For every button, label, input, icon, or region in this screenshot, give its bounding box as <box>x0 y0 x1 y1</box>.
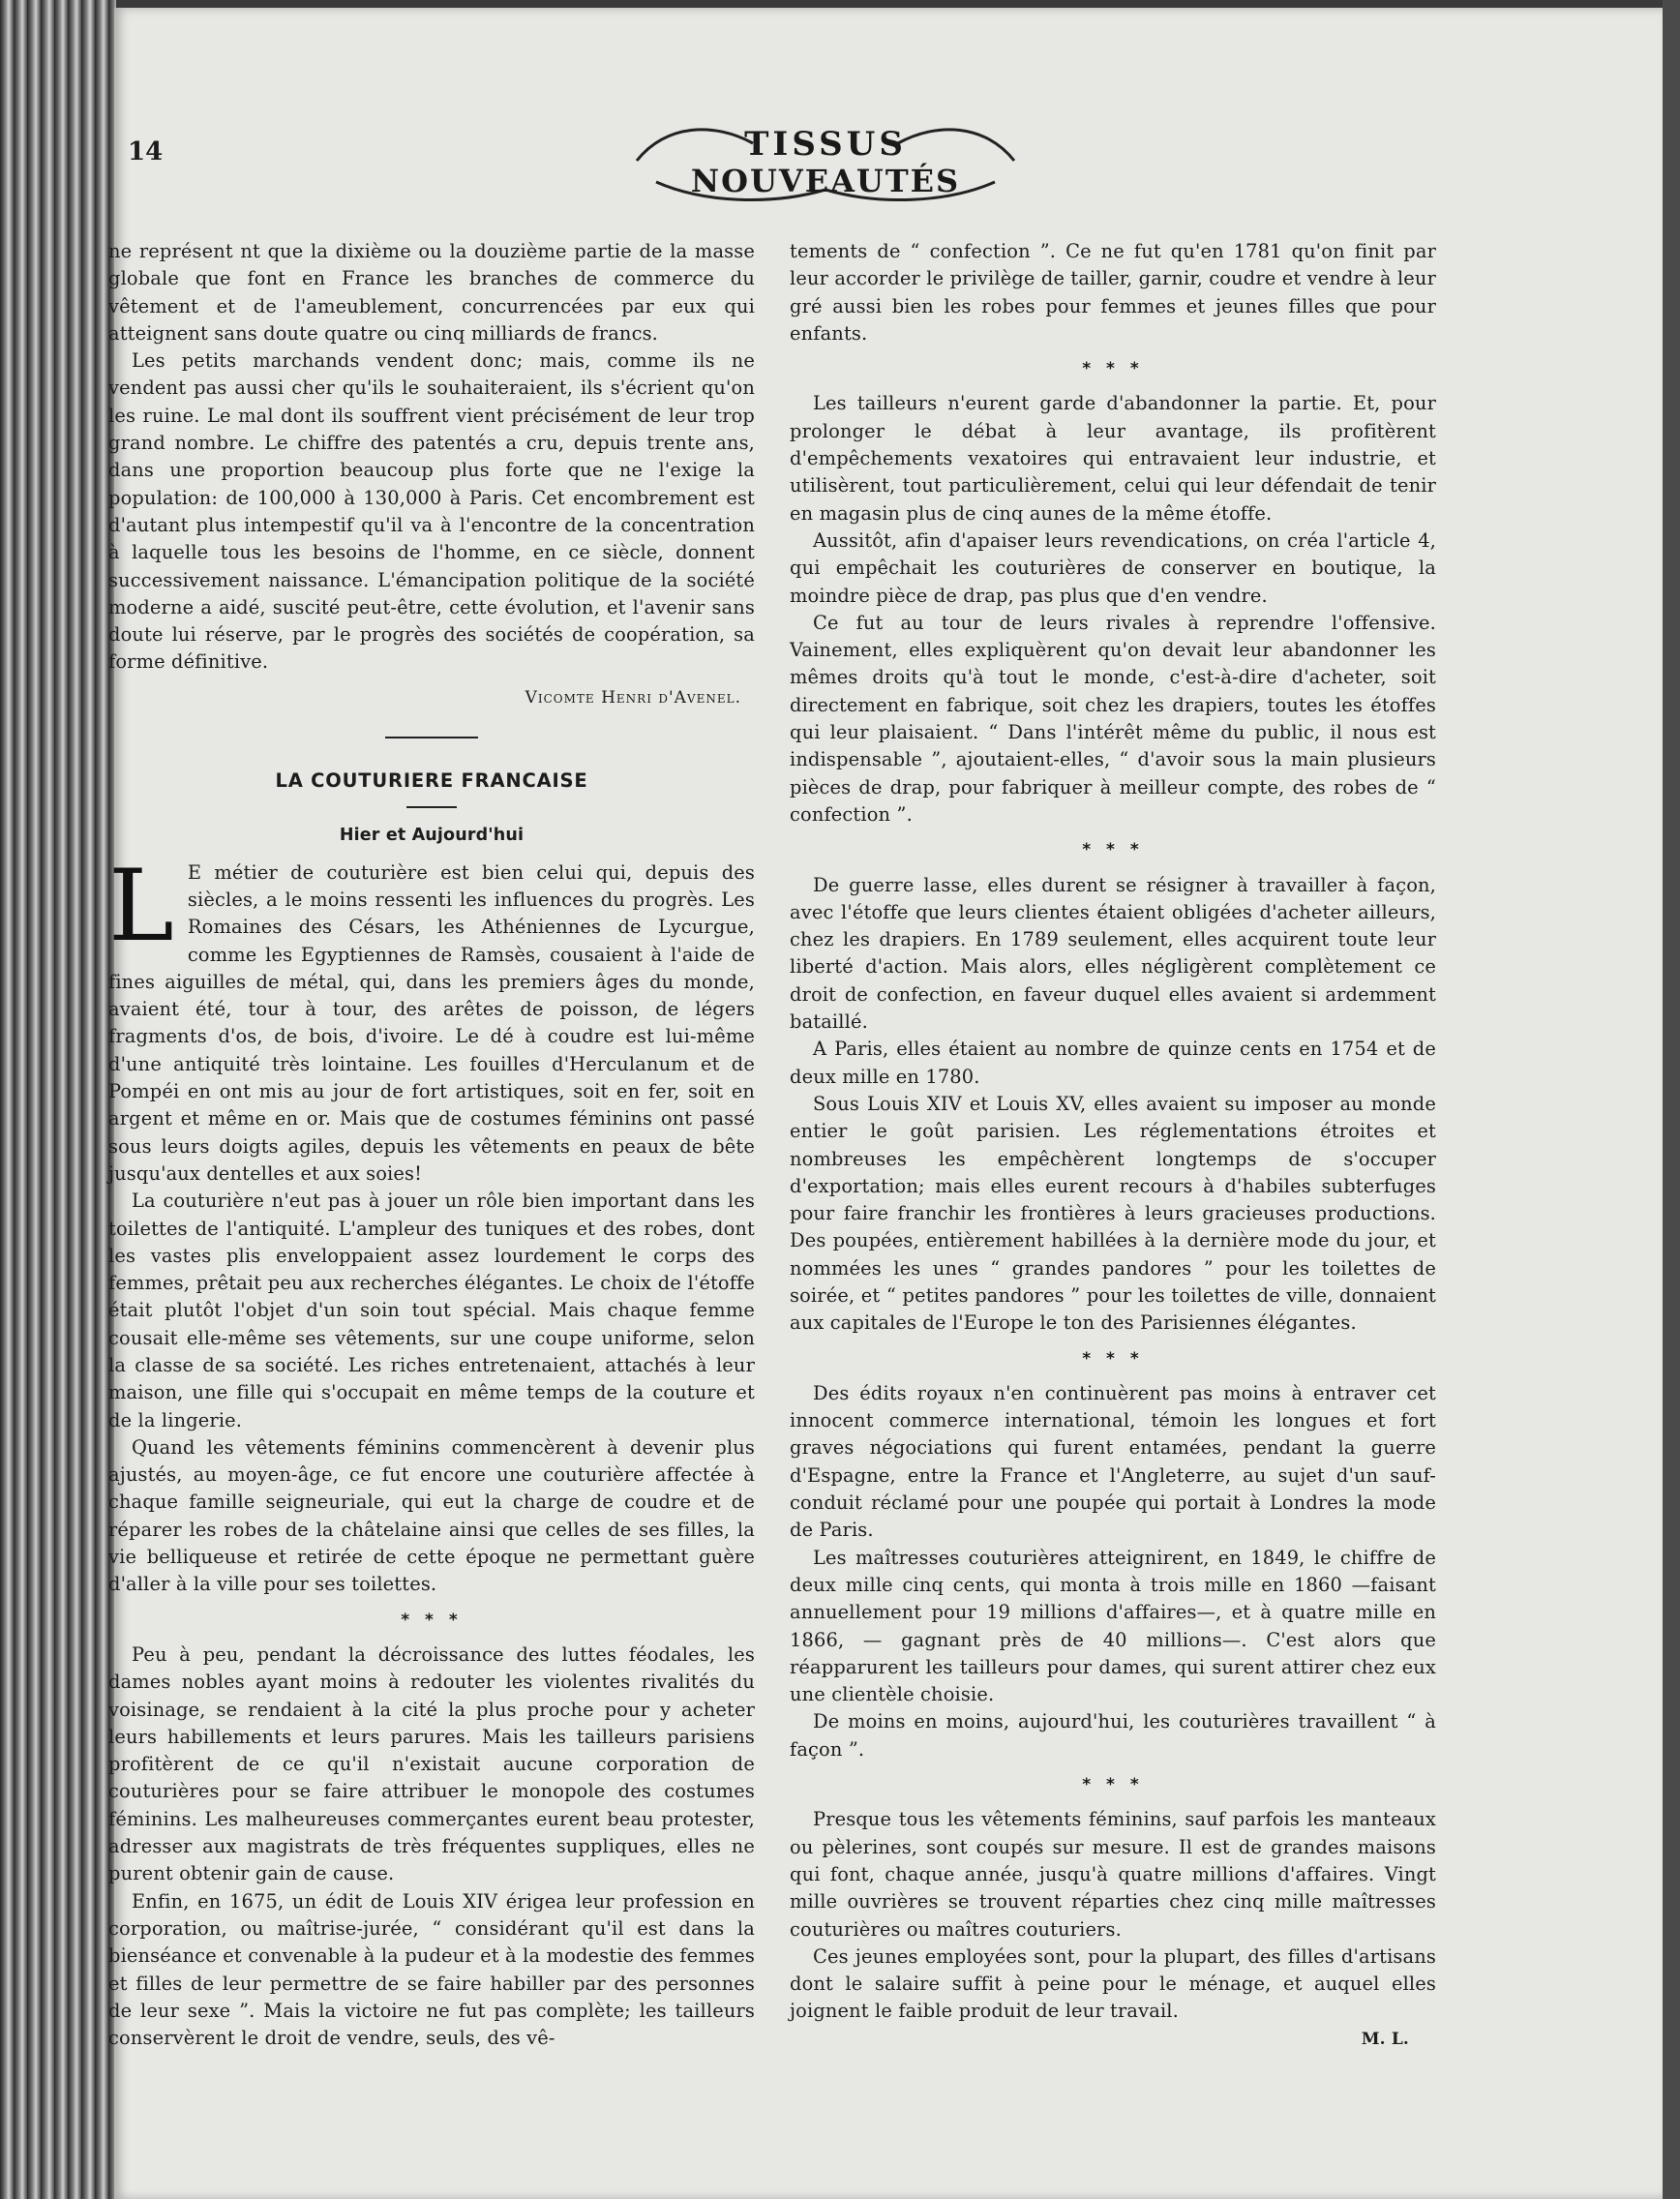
first-paragraph-text: E métier de couturière est bien celui qui, depuis des siècles, a le moins ressenti les influences du progrès. Les Romaines des Césars, les Athéniennes de Lycurgue, comme les Egyptiennes de Ramsès, cousaient à l'aide de fines aiguilles de métal, qui, dans les premiers âges du monde, avaient été, tour à tour, des arêtes de poisson, de légers fragments d'os, de bois, d'ivoire. Le dé à coudre est lui-même d'une antiquité très lointaine. Les fouilles d'Herculanum et de Pompéi en ont mis au jour de fort artistiques, soit en fer, soit en argent et même en or. Mais que de costumes féminins ont passé sous leurs doigts agiles, depuis les vêtements en peaux de bête jusqu'aux dentelles et aux soies! <box>108 860 755 1185</box>
section-stars: * * * <box>1082 1775 1144 1795</box>
masthead-line2: NOUVEAUTÉS <box>690 163 961 199</box>
section-divider <box>385 737 478 738</box>
intro-paragraph-2: Les petits marchands vendent donc; mais, comme ils ne vendent pas aussi cher qu'ils le souhaiteraient, ils s'écrient qu'on les ruine. Le mal dont ils souffrent vient précisément de leur trop grand nombre. Le chiffre des patentés a cru, depuis trente ans, dans une proportion beaucoup plus forte que ne l'exige la population: de 100,000 à 130,000 à Paris. Cet encombrement est d'autant plus intempestif qu'il va à l'encontre de la concentration à laquelle tous les besoins de l'homme, en ce siècle, donnent successivement naissance. L'émancipation politique de la société moderne a aidé, suscité peut-être, cette évolution, et l'avenir sans doute lui réserve, par le progrès des sociétés de coopération, sa forme définitive. <box>108 349 755 674</box>
author-initials: M. L. <box>1361 2029 1409 2049</box>
paragraph: Ces jeunes employées sont, pour la plupart, des filles d'artisans dont le salaire suffit à peine pour le ménage, et auquel elles joignent le faible produit de leur travail. <box>790 1944 1436 2023</box>
paragraph: Enfin, en 1675, un édit de Louis XIV érigea leur profession en corporation, ou maîtrise-jurée, “ considérant qu'il est dans la bienséance et convenable à la pudeur et à la modestie des femmes et filles de leur permettre de se faire habiller par des personnes de leur sexe ”. Mais la victoire ne fut pas complète; les tailleurs conservèrent le droit de vendre, seuls, des vê- <box>108 1889 755 2050</box>
section-stars: * * * <box>1082 840 1144 860</box>
paragraph: Quand les vêtements féminins commencèrent à devenir plus ajustés, au moyen-âge, ce fut encore une couturière affectée à chaque famille seigneuriale, qui eut la charge de coudre et de réparer les robes de la châtelaine ainsi que celles de ses filles, la vie belliqueuse et retirée de cette époque ne permettant guère d'aller à la ville pour ses toilettes. <box>108 1435 755 1596</box>
left-column <box>108 238 755 2052</box>
signature: Vicomte Henri d'Avenel. <box>525 687 741 708</box>
masthead-line1: TISSUS <box>744 125 907 164</box>
right-column <box>790 238 1436 2053</box>
paragraph: Aussitôt, afin d'apaiser leurs revendications, on créa l'article 4, qui empêchait les couturières de conserver en boutique, la moindre pièce de drap, pas plus que d'en vendre. <box>790 528 1436 607</box>
paragraph: De guerre lasse, elles durent se résigner à travailler à façon, avec l'étoffe que leurs clientes étaient obligées d'acheter ailleurs, chez les drapiers. En 1789 seulement, elles acquirent toute leur liberté d'action. Mais alors, elles négligèrent complètement ce droit de confection, en faveur duquel elles avaient si ardemment bataillé. <box>790 873 1436 1034</box>
paragraph: Sous Louis XIV et Louis XV, elles avaient su imposer au monde entier le goût parisien. Les réglementations étroites et nombreuses les empêchèrent longtemps de s'occuper d'exportation; mais elles eurent recours à d'habiles subterfuges pour faire franchir les frontières à leurs gracieuses productions. Des poupées, entièrement habillées à la dernière mode du jour, et nommées les unes “ grandes pandores ” pour les toilettes de soirée, et “ petites pandores ” pour les toilettes de ville, donnaient aux capitales de l'Europe le ton des Parisiennes élégantes. <box>790 1092 1436 1335</box>
section-stars: * * * <box>1082 1348 1144 1369</box>
page-edge <box>1663 0 1680 2199</box>
title-divider <box>406 806 457 808</box>
section-stars: * * * <box>401 1610 463 1630</box>
continued-paragraph: tements de “ confection ”. Ce ne fut qu'en 1781 qu'on finit par leur accorder le privilège de tailler, garnir, coudre et vendre à leur gré aussi bien les robes pour femmes et jeunes filles que pour enfants. <box>790 240 1436 345</box>
book-binding <box>0 0 116 2199</box>
intro-paragraph-1: ne représent nt que la dixième ou la douzième partie de la masse globale que font en France les branches de commerce du vêtement et de l'ameublement, concurrencées par eux qui atteignent sans doute quatre ou cinq milliards de francs. <box>108 240 755 345</box>
section-stars: * * * <box>1082 359 1144 379</box>
paragraph: Peu à peu, pendant la décroissance des luttes féodales, les dames nobles ayant moins à redouter les violentes rivalités du voisinage, se rendaient à la cité la plus proche pour y acheter leurs habillements et leurs parures. Mais les tailleurs parisiens profitèrent de ce qu'il n'existait aucune corporation de couturières pour se faire attribuer le monopole des costumes féminins. Les malheureuses commerçantes eurent beau protester, adresser aux magistrats de très fréquentes suppliques, elles ne purent obtenir gain de cause. <box>108 1642 755 1885</box>
paragraph: Les tailleurs n'eurent garde d'abandonner la partie. Et, pour prolonger le débat à leur avantage, ils profitèrent d'empêchements vexatoires qui entravaient leur industrie, et utilisèrent, tout particulièrement, celui qui leur défendait de tenir en magasin plus de cinq aunes de la même étoffe. <box>790 392 1436 525</box>
masthead-logo <box>627 114 1024 207</box>
page-number: 14 <box>128 137 164 166</box>
article-subtitle: Hier et Aujourd'hui <box>339 826 525 846</box>
paragraph: Des édits royaux n'en continuèrent pas moins à entraver cet innocent commerce international, témoin les longues et fort graves négociations qui furent entamées, pendant la guerre d'Espagne, entre la France et l'Angleterre, au sujet d'un sauf-conduit réclamé pour une poupée qui portait à Londres la mode de Paris. <box>790 1381 1436 1542</box>
paragraph: Ce fut au tour de leurs rivales à reprendre l'offensive. Vainement, elles expliquèrent qu'on devait leur abandonner les mêmes droits qu'à tout le monde, c'est-à-dire d'acheter, soit directement en fabrique, soit chez les drapiers, toutes les étoffes qui leur plaisaient. “ Dans l'intérêt même du public, il nous est indispensable ”, ajoutaient-elles, “ d'avoir sous la main plusieurs pièces de drap, pour fabriquer à meilleur compte, des robes de “ confection ”. <box>790 611 1436 826</box>
first-paragraph <box>108 848 755 1189</box>
drop-cap: L <box>108 848 174 964</box>
paragraph: Presque tous les vêtements féminins, sauf parfois les manteaux ou pèlerines, sont coupés sur mesure. Il est de grandes maisons qui font, chaque année, jusqu'à quatre millions d'affaires. Vingt mille ouvrières se trouvent réparties chez cinq mille maîtresses couturières ou maîtres couturiers. <box>790 1808 1436 1941</box>
paragraph: De moins en moins, aujourd'hui, les couturières travaillent “ à façon ”. <box>790 1710 1436 1761</box>
paragraph: La couturière n'eut pas à jouer un rôle bien important dans les toilettes de l'antiquité. L'ampleur des tuniques et des robes, dont les vastes plis enveloppaient assez lourdement le corps des femmes, prêtait peu aux recherches élégantes. Le choix de l'étoffe était plutôt l'objet d'un soin tout spécial. Mais chaque femme cousait elle-même ses vêtements, sur une coupe uniforme, selon la classe de sa société. Les riches entretenaient, attachés à leur maison, une fille qui s'occupait en même temps de la couture et de la lingerie. <box>108 1190 755 1431</box>
article-title: LA COUTURIERE FRANCAISE <box>275 769 588 793</box>
paragraph: A Paris, elles étaient au nombre de quinze cents en 1754 et de deux mille en 1780. <box>790 1038 1436 1088</box>
paragraph: Les maîtresses couturières atteignirent, en 1849, le chiffre de deux mille cinq cents, qui monta à trois mille en 1860 —faisant annuellement pour 19 millions d'affaires—, et à quatre mille en 1866, — gagnant près de 40 millions—. C'est alors que réapparurent les tailleurs pour dames, qui surent attirer chez eux une clientèle choisie. <box>790 1546 1436 1706</box>
